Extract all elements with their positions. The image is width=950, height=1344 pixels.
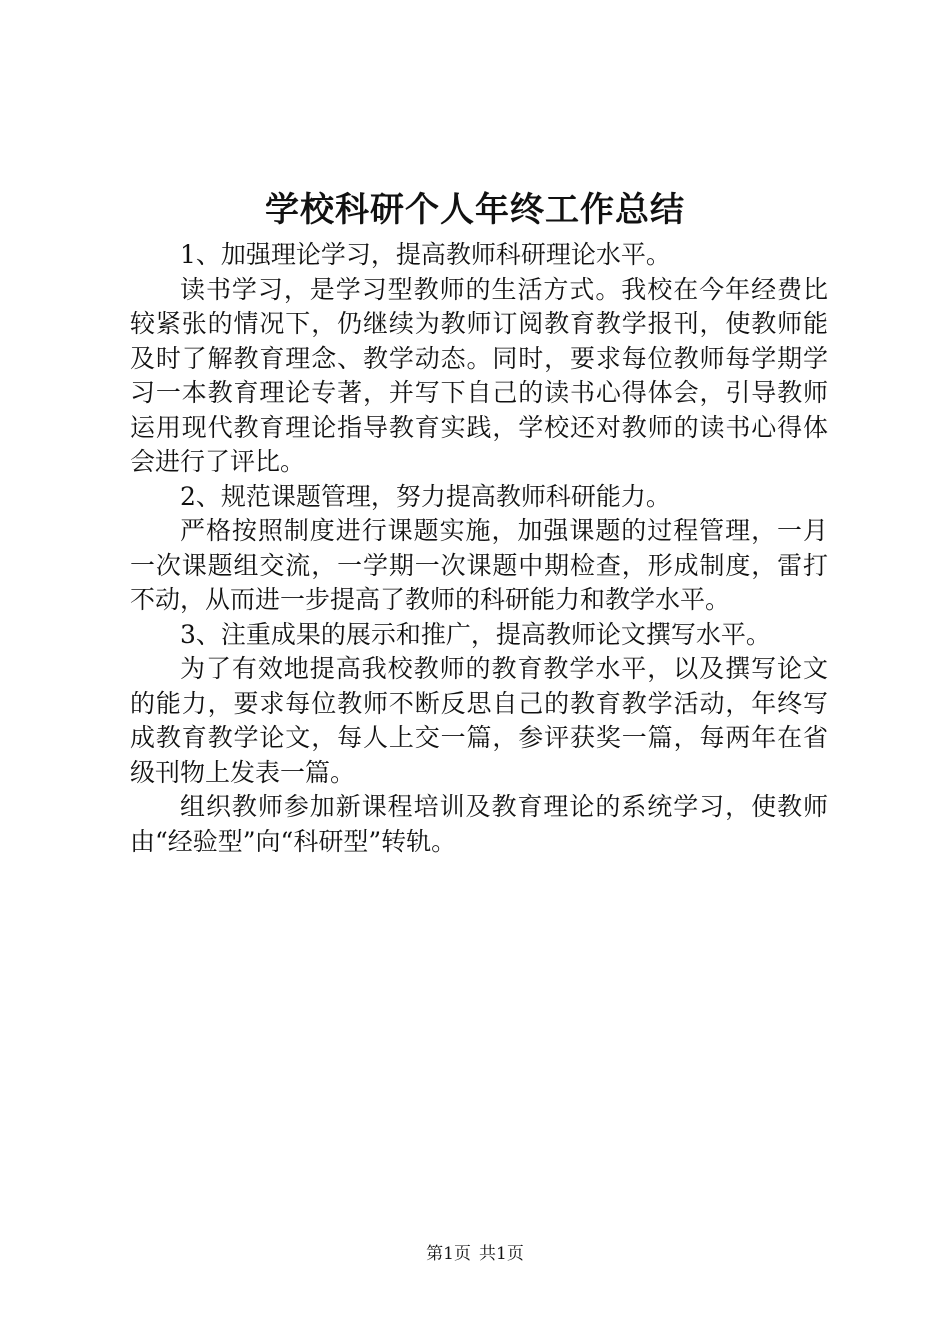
body-paragraph: 为了有效地提高我校教师的教育教学水平，以及撰写论文的能力，要求每位教师不断反思自己的教育教学活动，年终写成教育教学论文，每人上交一篇，参评获奖一篇，每两年在省级刊物上发表一篇。 bbox=[130, 654, 828, 787]
page-footer bbox=[0, 1242, 950, 1266]
document-body bbox=[130, 238, 828, 859]
body-paragraph: 组织教师参加新课程培训及教育理论的系统学习，使教师由“经验型”向“科研型”转轨。 bbox=[130, 792, 828, 856]
body-paragraph: 读书学习，是学习型教师的生活方式。我校在今年经费比较紧张的情况下，仍继续为教师订阅教育教学报刊，使教师能及时了解教育理念、教学动态。同时，要求每位教师每学期学习一本教育理论专著，并写下自己的读书心得体会，引导教师运用现代教育理论指导教育实践，学校还对教师的读书心得体会进行了评比。 bbox=[130, 274, 828, 476]
body-paragraph: 严格按照制度进行课题实施，加强课题的过程管理，一月一次课题组交流，一学期一次课题中期检查，形成制度，雷打不动，从而进一步提高了教师的科研能力和教学水平。 bbox=[130, 516, 828, 614]
section-heading-2: 2、规范课题管理，努力提高教师科研能力。 bbox=[180, 481, 671, 511]
page-total: 共1页 bbox=[479, 1244, 524, 1264]
section-heading-1: 1、加强理论学习，提高教师科研理论水平。 bbox=[180, 240, 671, 269]
section-heading-3: 3、注重成果的展示和推广，提高教师论文撰写水平。 bbox=[180, 619, 771, 649]
document-title: 学校科研个人年终工作总结 bbox=[265, 190, 685, 230]
page-number: 第1页 bbox=[426, 1244, 471, 1264]
